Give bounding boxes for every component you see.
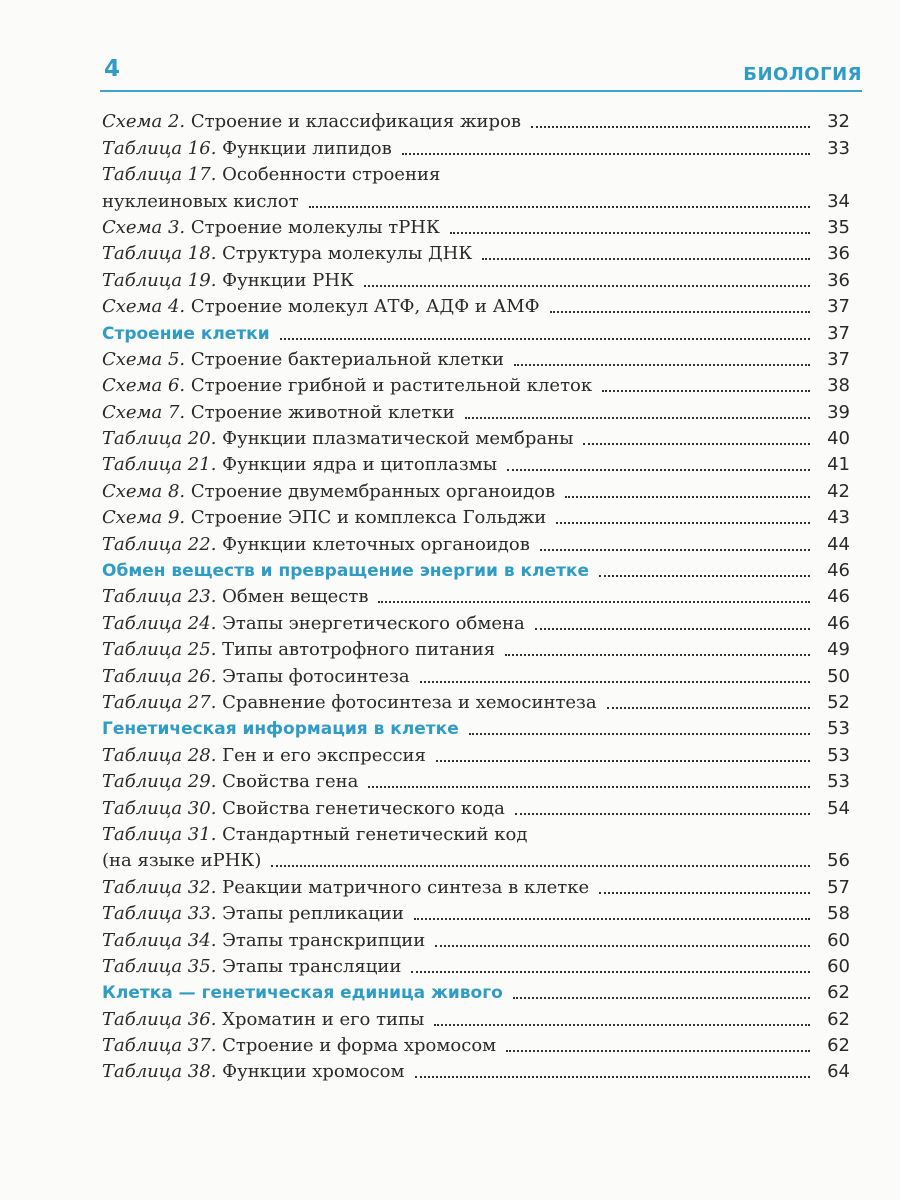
- toc-entry-number: Таблица 18.: [102, 243, 217, 265]
- toc-entry-number: Таблица 19.: [102, 269, 217, 291]
- toc-entry-number: Схема 5.: [102, 348, 186, 370]
- toc-entry-label: [102, 323, 270, 345]
- toc-entry: [102, 1031, 850, 1057]
- toc-page-number: 35: [827, 216, 850, 238]
- toc-entry: [102, 740, 850, 766]
- toc-entry: [102, 292, 850, 318]
- toc-entry-number: Схема 2.: [102, 111, 186, 133]
- toc-entry-number: Таблица 21.: [102, 454, 217, 476]
- toc-entry-number: Таблица 32.: [102, 876, 217, 898]
- toc-entry-number: Таблица 20.: [102, 428, 217, 450]
- toc-entry: [102, 1004, 850, 1030]
- toc-page-number: 37: [827, 296, 850, 318]
- dot-leader: [411, 971, 810, 973]
- toc-page-number: 56: [827, 850, 850, 872]
- toc-entry-label: [102, 930, 425, 952]
- toc-entry-continuation: [102, 186, 850, 212]
- toc-entry-title: Функции плазматической мембраны: [222, 428, 574, 450]
- toc-entry: [102, 424, 850, 450]
- toc-entry-title: Функции хромосом: [222, 1061, 405, 1083]
- toc-entry-number: Таблица 26.: [102, 665, 217, 687]
- toc-page-number: 46: [827, 586, 850, 608]
- toc-page-number: 60: [827, 929, 850, 951]
- dot-leader: [531, 126, 810, 128]
- toc-entry-number: Таблица 30.: [102, 797, 217, 819]
- toc-entry-label: [102, 982, 503, 1004]
- toc-entry: [102, 872, 850, 898]
- table-of-contents: [102, 107, 850, 1083]
- toc-page-number: 52: [827, 691, 850, 713]
- toc-entry-title: Хроматин и его типы: [222, 1008, 425, 1030]
- toc-entry-title: Этапы транскрипции: [222, 929, 426, 951]
- toc-entry-number: Таблица 24.: [102, 612, 217, 634]
- dot-leader: [540, 549, 810, 551]
- toc-entry-label: [102, 956, 401, 978]
- toc-entry: [102, 608, 850, 634]
- toc-entry-number: Схема 7.: [102, 401, 186, 423]
- toc-entry-label: [102, 560, 589, 582]
- toc-entry: [102, 688, 850, 714]
- toc-entry: [102, 450, 850, 476]
- dot-leader: [507, 469, 810, 471]
- toc-section-heading: [102, 318, 850, 344]
- toc-entry-title: Типы автотрофного питания: [222, 639, 496, 661]
- toc-page-number: 36: [827, 243, 850, 265]
- toc-entry-label: [102, 1035, 496, 1057]
- toc-page-number: 44: [827, 533, 850, 555]
- toc-entry: [102, 107, 850, 133]
- dot-leader: [607, 707, 810, 709]
- dot-leader: [465, 417, 810, 419]
- toc-page-number: 46: [827, 612, 850, 634]
- dot-leader: [402, 153, 810, 155]
- toc-entry-label: [102, 270, 354, 292]
- toc-entry-number: Таблица 27.: [102, 691, 217, 713]
- toc-page-number: 38: [827, 375, 850, 397]
- toc-page-number: 43: [827, 507, 850, 529]
- toc-entry: [102, 371, 850, 397]
- toc-entry-title: Строение и классификация жиров: [190, 111, 522, 133]
- toc-entry-label: [102, 349, 504, 371]
- toc-entry-title: Обмен веществ: [222, 586, 369, 608]
- toc-entry-title: нуклеиновых кислот: [102, 190, 299, 212]
- toc-entry: [102, 767, 850, 793]
- toc-page-number: 41: [827, 454, 850, 476]
- toc-entry-label: [102, 402, 455, 424]
- toc-entry-number: Таблица 17.: [102, 164, 217, 186]
- toc-entry: [102, 529, 850, 555]
- toc-entry-label: [102, 718, 459, 740]
- toc-entry: [102, 899, 850, 925]
- dot-leader: [450, 232, 810, 234]
- toc-entry-number: Таблица 28.: [102, 744, 217, 766]
- toc-entry-number: Схема 4.: [102, 296, 186, 318]
- toc-page-number: 46: [827, 560, 850, 582]
- toc-page-number: 60: [827, 955, 850, 977]
- toc-entry-title: Свойства генетического кода: [222, 797, 505, 819]
- toc-entry-number: Таблица 16.: [102, 137, 217, 159]
- toc-entry-number: Таблица 29.: [102, 771, 217, 793]
- toc-entry-label: [102, 191, 299, 213]
- toc-page-number: 62: [827, 1035, 850, 1057]
- toc-page-number: 34: [827, 190, 850, 212]
- toc-entry-title: Этапы трансляции: [222, 955, 402, 977]
- toc-entry-label: [102, 111, 521, 133]
- toc-entry-label: [102, 824, 527, 846]
- toc-entry-title: Реакции матричного синтеза в клетке: [222, 876, 590, 898]
- toc-section-heading: [102, 714, 850, 740]
- toc-entry-title: Строение животной клетки: [190, 401, 455, 423]
- dot-leader: [556, 522, 810, 524]
- dot-leader: [565, 496, 810, 498]
- toc-entry-title: Строение грибной и растительной клеток: [190, 375, 593, 397]
- toc-entry: [102, 476, 850, 502]
- dot-leader: [550, 311, 810, 313]
- toc-entry-label: [102, 692, 597, 714]
- toc-entry-number: Таблица 35.: [102, 955, 217, 977]
- toc-page-number: 39: [827, 401, 850, 423]
- dot-leader: [415, 1076, 811, 1078]
- toc-page-number: 53: [827, 718, 850, 740]
- toc-page-number: 50: [827, 665, 850, 687]
- toc-page-number: 36: [827, 269, 850, 291]
- toc-entry-title: Сравнение фотосинтеза и хемосинтеза: [222, 691, 597, 713]
- toc-entry: [102, 160, 850, 186]
- toc-entry: [102, 1057, 850, 1083]
- dot-leader: [505, 654, 810, 656]
- toc-entry-label: [102, 375, 592, 397]
- toc-entry-label: [102, 850, 261, 872]
- toc-section-title: Строение клетки: [102, 323, 270, 344]
- toc-entry-number: Таблица 23.: [102, 586, 217, 608]
- toc-section-title: Клетка — генетическая единица живого: [102, 983, 503, 1004]
- toc-entry-title: Стандартный генетический код: [222, 823, 528, 845]
- toc-entry: [102, 793, 850, 819]
- toc-entry-title: Этапы фотосинтеза: [222, 665, 410, 687]
- header-rule: [100, 90, 862, 92]
- toc-entry: [102, 133, 850, 159]
- toc-page-number: 57: [827, 876, 850, 898]
- toc-entry-title: Ген и его экспрессия: [222, 744, 426, 766]
- toc-entry-label: [102, 798, 505, 820]
- toc-entry: [102, 239, 850, 265]
- toc-entry-title: Свойства гена: [222, 771, 359, 793]
- toc-entry-number: Схема 9.: [102, 507, 186, 529]
- toc-entry-title: Этапы энергетического обмена: [222, 612, 525, 634]
- toc-page-number: 33: [827, 137, 850, 159]
- toc-page-number: 53: [827, 744, 850, 766]
- toc-entry-number: Таблица 36.: [102, 1008, 217, 1030]
- toc-entry-label: [102, 745, 426, 767]
- toc-entry-number: Схема 8.: [102, 480, 186, 502]
- toc-entry-label: [102, 454, 497, 476]
- toc-entry: [102, 265, 850, 291]
- dot-leader: [309, 206, 810, 208]
- toc-entry-label: [102, 1009, 424, 1031]
- toc-entry-number: Таблица 22.: [102, 533, 217, 555]
- dot-leader: [420, 681, 810, 683]
- page-number: 4: [104, 56, 121, 82]
- page-header: [100, 56, 862, 96]
- toc-entry-number: Таблица 33.: [102, 903, 217, 925]
- dot-leader: [271, 865, 810, 867]
- dot-leader: [364, 285, 810, 287]
- toc-entry-title: Функции ядра и цитоплазмы: [222, 454, 498, 476]
- toc-entry-number: Таблица 25.: [102, 639, 217, 661]
- toc-entry: [102, 635, 850, 661]
- toc-page-number: 42: [827, 480, 850, 502]
- toc-entry: [102, 345, 850, 371]
- toc-page-number: 40: [827, 428, 850, 450]
- toc-entry-title: Строение ЭПС и комплекса Гольджи: [190, 507, 547, 529]
- toc-page-number: 54: [827, 797, 850, 819]
- toc-entry-title: Функции липидов: [222, 137, 392, 159]
- toc-page-number: 37: [827, 348, 850, 370]
- toc-page-number: 62: [827, 1008, 850, 1030]
- toc-entry: [102, 820, 850, 846]
- dot-leader: [280, 338, 810, 340]
- toc-entry: [102, 925, 850, 951]
- toc-entry-title: (на языке иРНК): [102, 850, 262, 872]
- toc-entry-label: [102, 428, 573, 450]
- toc-entry-title: Функции РНК: [222, 269, 354, 291]
- toc-entry-title: Этапы репликации: [222, 903, 404, 925]
- dot-leader: [599, 575, 810, 577]
- toc-entry-label: [102, 613, 525, 635]
- toc-page-number: 49: [827, 639, 850, 661]
- toc-entry-number: Таблица 37.: [102, 1035, 217, 1057]
- book-title: БИОЛОГИЯ: [743, 64, 862, 85]
- toc-entry-title: Строение и форма хромосом: [222, 1035, 497, 1057]
- dot-leader: [506, 1050, 810, 1052]
- toc-entry-number: Таблица 31.: [102, 823, 217, 845]
- toc-page-number: 53: [827, 771, 850, 793]
- toc-entry-title: Строение молекулы тРНК: [190, 216, 440, 238]
- toc-entry-label: [102, 903, 404, 925]
- toc-entry: [102, 503, 850, 529]
- toc-entry-number: Схема 6.: [102, 375, 186, 397]
- dot-leader: [434, 1024, 810, 1026]
- dot-leader: [599, 892, 810, 894]
- toc-entry-number: Схема 3.: [102, 216, 186, 238]
- toc-entry-label: [102, 296, 540, 318]
- toc-entry-title: Функции клеточных органоидов: [222, 533, 530, 555]
- dot-leader: [515, 813, 810, 815]
- toc-entry-label: [102, 481, 555, 503]
- dot-leader: [602, 390, 810, 392]
- toc-entry-label: [102, 217, 440, 239]
- toc-entry-label: [102, 243, 472, 265]
- toc-entry-label: [102, 771, 358, 793]
- toc-entry-label: [102, 138, 392, 160]
- toc-entry-label: [102, 666, 410, 688]
- toc-entry: [102, 661, 850, 687]
- dot-leader: [436, 760, 810, 762]
- toc-section-heading: [102, 556, 850, 582]
- dot-leader: [535, 628, 810, 630]
- toc-entry-label: [102, 877, 589, 899]
- toc-entry-label: [102, 534, 530, 556]
- dot-leader: [368, 786, 810, 788]
- toc-section-title: Обмен веществ и превращение энергии в клетке: [102, 561, 589, 582]
- toc-entry-title: Строение двумембранных органоидов: [190, 480, 556, 502]
- toc-page-number: 58: [827, 903, 850, 925]
- toc-entry: [102, 952, 850, 978]
- toc-entry: [102, 582, 850, 608]
- toc-page-number: 64: [827, 1061, 850, 1083]
- toc-entry-continuation: [102, 846, 850, 872]
- toc-entry-number: Таблица 34.: [102, 929, 217, 951]
- toc-entry: [102, 397, 850, 423]
- toc-entry: [102, 213, 850, 239]
- toc-entry-label: [102, 164, 440, 186]
- dot-leader: [513, 997, 810, 999]
- toc-entry-title: Структура молекулы ДНК: [222, 243, 473, 265]
- dot-leader: [482, 258, 810, 260]
- toc-section-heading: [102, 978, 850, 1004]
- toc-entry-label: [102, 639, 495, 661]
- toc-section-title: Генетическая информация в клетке: [102, 719, 459, 740]
- toc-entry-label: [102, 586, 368, 608]
- toc-page-number: 62: [827, 982, 850, 1004]
- toc-entry-number: Таблица 38.: [102, 1061, 217, 1083]
- dot-leader: [378, 601, 810, 603]
- dot-leader: [469, 733, 810, 735]
- toc-entry-title: Строение бактериальной клетки: [190, 348, 504, 370]
- dot-leader: [435, 945, 810, 947]
- dot-leader: [583, 443, 810, 445]
- toc-entry-label: [102, 1061, 405, 1083]
- toc-page-number: 32: [827, 111, 850, 133]
- dot-leader: [514, 364, 810, 366]
- toc-page-number: 37: [827, 322, 850, 344]
- toc-entry-label: [102, 507, 546, 529]
- dot-leader: [414, 918, 810, 920]
- toc-entry-title: Особенности строения: [222, 164, 441, 186]
- toc-entry-title: Строение молекул АТФ, АДФ и АМФ: [190, 296, 540, 318]
